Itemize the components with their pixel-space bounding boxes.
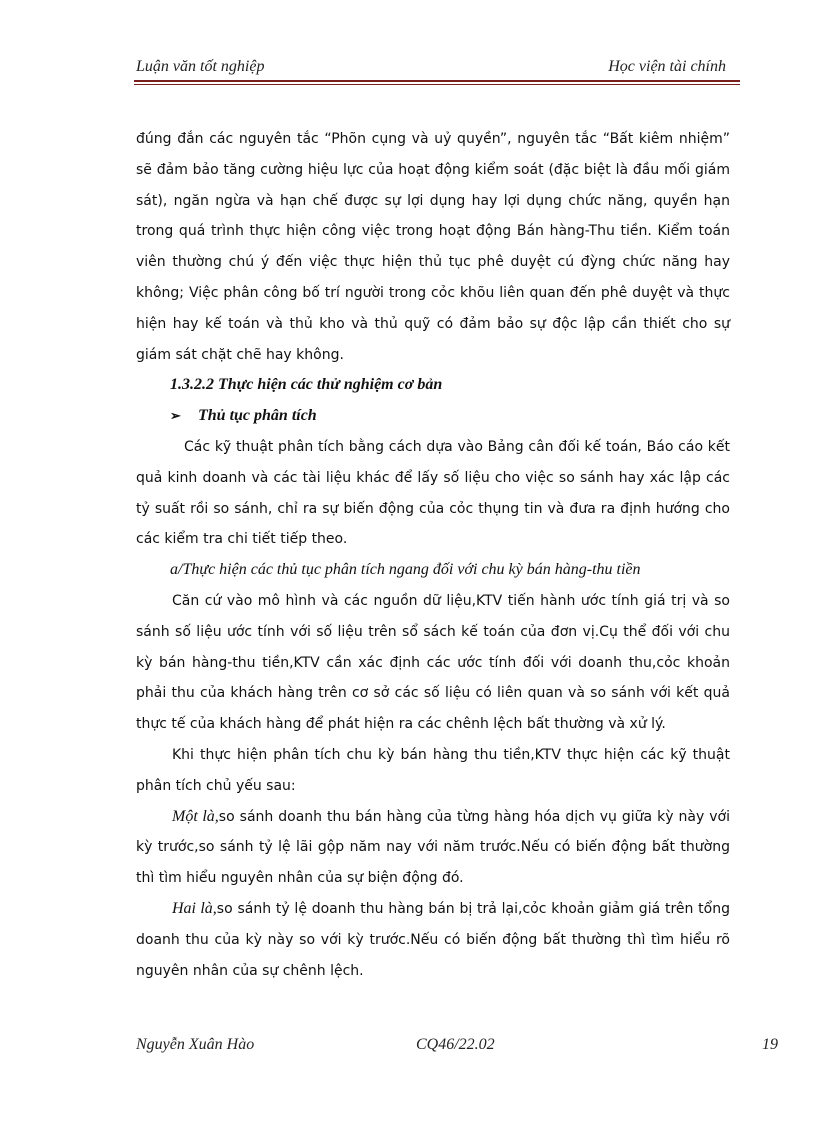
header-rule-thin [134,84,740,85]
paragraph-6 [136,894,730,986]
section-heading: 1.3.2.2 Thực hiện các thử nghiệm cơ bản [170,376,443,394]
footer-class-code: CQ46/22.02 [416,1036,495,1053]
header-title-left: Luận văn tốt nghiệp [136,58,265,75]
header-rule-thick [134,80,740,82]
header-title-right: Học viện tài chính [608,58,726,75]
page-number: 19 [762,1036,778,1053]
paragraph-5-lead: Một là, [172,807,219,825]
bullet-heading-label: Thủ tục phân tích [198,407,317,425]
footer-author: Nguyễn Xuân Hào [136,1036,255,1053]
paragraph-3: Căn cứ vào mô hình và các nguồn dữ liệu,KTV tiến hành ước tính giá trị và so sánh số liệu ước tính với số liệu trên sổ sách kế toán của đơn vị.Cụ thể đối với chu kỳ bán hàng-thu tiền,KTV cần xác định các ước tính đối với doanh thu,cỏc khoản phải thu của khách hàng trên cơ sở các số liệu có liên quan và so sánh với kết quả thực tế của khách hàng để phát hiện ra các chênh lệch bất thường và xử lý. [136,592,730,733]
subheading: a/Thực hiện các thủ tục phân tích ngang đối với chu kỳ bán hàng-thu tiền [170,561,641,579]
paragraph-1: đúng đắn các nguyên tắc “Phõn cụng và uỷ quyền”, nguyên tắc “Bất kiêm nhiệm” sẽ đảm bảo tăng cường hiệu lực của hoạt động kiểm soát (đặc biệt là đầu mối giám sát), ngăn ngừa và hạn chế được sự lợi dụng hay lợi dụng chức năng, quyền hạn trong quá trình thực hiện công việc trong hoạt động Bán hàng-Thu tiền. Kiểm toán viên thường chú ý đến việc thực hiện thủ tục phê duyệt cú đỳng chức năng hay không; Việc phân công bố trí người trong cỏc khõu liên quan đến phê duyệt và thực hiện hay kế toán và thủ kho và thủ quỹ có đảm bảo sự độc lập cần thiết cho sự giám sát chặt chẽ hay không. [136,131,730,363]
paragraph-4: Khi thực hiện phân tích chu kỳ bán hàng thu tiền,KTV thực hiện các kỹ thuật phân tích chủ yếu sau: [136,746,730,794]
paragraph-5 [136,802,730,894]
page-body [136,124,730,986]
paragraph-2: Các kỹ thuật phân tích bằng cách dựa vào Bảng cân đối kế toán, Báo cáo kết quả kinh doanh và các tài liệu khác để lấy số liệu cho việc so sánh hay xác lập các tỷ suất rồi so sánh, chỉ ra sự biến động của cỏc thụng tin và đưa ra định hướng cho các kiểm tra chi tiết tiếp theo. [136,438,730,548]
bullet-heading [136,401,730,432]
paragraph-6-lead: Hai là, [172,899,217,917]
paragraph-5-text: so sánh doanh thu bán hàng của từng hàng hóa dịch vụ giữa kỳ này với kỳ trước,so sánh tỷ lệ lãi gộp năm nay với năm trước.Nếu có biến động bất thường thì tìm hiểu nguyên nhân của sự biện động đó. [136,808,731,887]
arrow-bullet-icon: ➢ [170,408,181,424]
paragraph-6-text: so sánh tỷ lệ doanh thu hàng bán bị trả lại,cỏc khoản giảm giá trên tổng doanh thu của kỳ này so với kỳ trước.Nếu có biến động bất thường thì tìm hiểu rõ nguyên nhân của sự chênh lệch. [136,900,730,979]
